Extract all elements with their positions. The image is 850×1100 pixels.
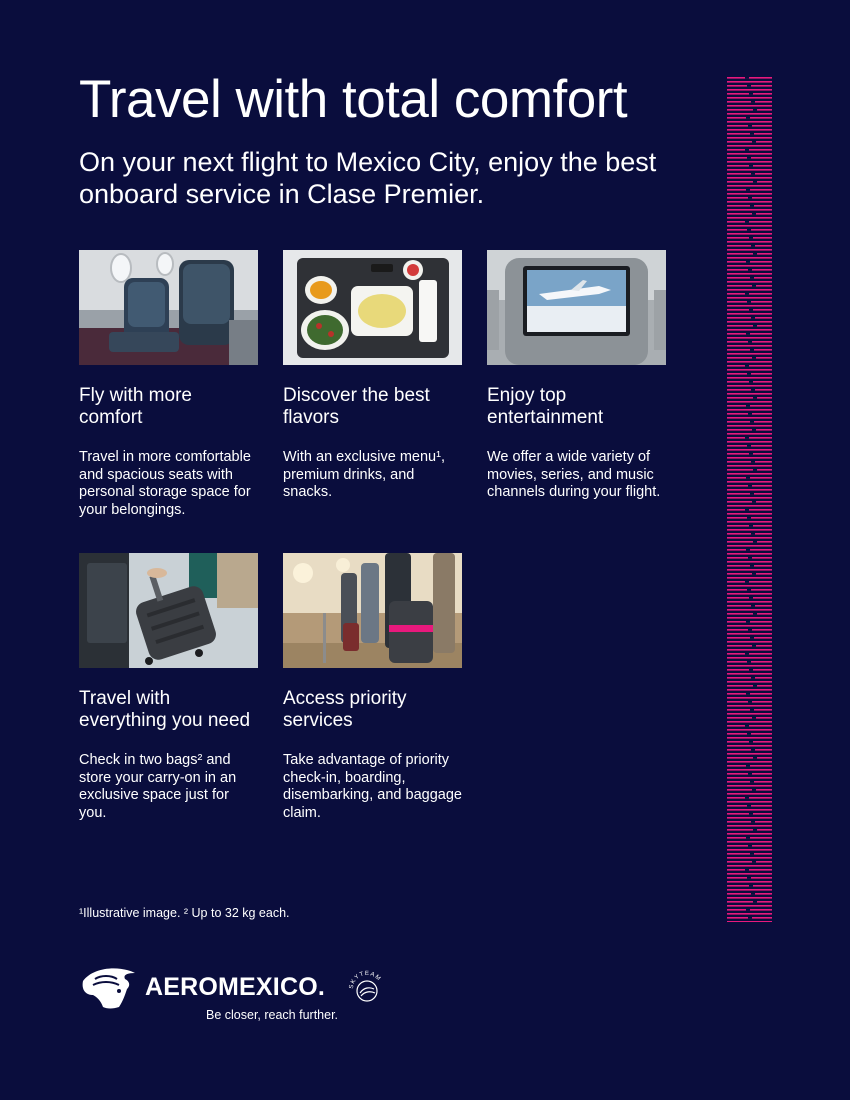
feature-card-description: Take advantage of priority check-in, boarding, disembarking, and baggage claim. (283, 752, 462, 821)
feature-card-priority (283, 553, 462, 822)
feature-card-baggage (79, 553, 258, 822)
feature-card-entertainment (487, 250, 666, 502)
premium-seats-photo (79, 250, 258, 365)
feature-card-title: Fly with more comfort (79, 385, 192, 428)
seatback-screen-photo (487, 250, 666, 365)
feature-card-description: We offer a wide variety of movies, series, and music channels during your flight. (487, 449, 661, 500)
aeromexico-logo (79, 965, 399, 1025)
skyteam-icon (347, 967, 387, 1007)
feature-card-description: Travel in more comfortable and spacious seats with personal storage space for your belongings. (79, 449, 251, 518)
feature-card-title: Access priority services (283, 688, 407, 731)
svg-text:SKYTEAM (349, 971, 382, 989)
eagle-warrior-icon (79, 965, 139, 1011)
carry-on-suitcase-photo (79, 553, 258, 668)
footnote: ¹Illustrative image. ² Up to 32 kg each. (79, 906, 290, 920)
decorative-stripe-pattern (727, 77, 772, 922)
page-subtitle: On your next flight to Mexico City, enjoy the best onboard service in Clase Premier. (79, 147, 657, 209)
meal-tray-photo (283, 250, 462, 365)
feature-card-comfort (79, 250, 258, 519)
page-title: Travel with total comfort (79, 70, 628, 129)
feature-card-title: Enjoy top entertainment (487, 385, 604, 428)
feature-card-title: Discover the best flavors (283, 385, 430, 428)
feature-card-description: Check in two bags² and store your carry-on in an exclusive space just for you. (79, 752, 237, 821)
skyteam-label: SKYTEAM (348, 970, 382, 990)
brand-name: AEROMEXICO. (145, 973, 325, 1001)
feature-card-description: With an exclusive menu¹, premium drinks, and snacks. (283, 449, 445, 500)
feature-card-title: Travel with everything you need (79, 688, 251, 731)
priority-queue-photo (283, 553, 462, 668)
brand-tagline: Be closer, reach further. (206, 1008, 339, 1022)
feature-card-flavors (283, 250, 462, 502)
